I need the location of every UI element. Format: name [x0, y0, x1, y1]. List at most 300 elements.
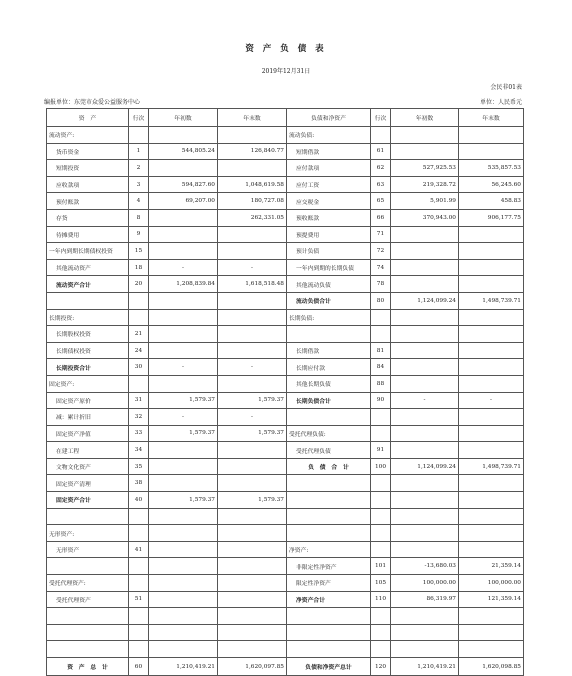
asset-ending-cell [218, 309, 287, 326]
asset-name-cell: 固定资产原价 [47, 392, 129, 409]
liability-name-cell: 长期负债合计 [287, 392, 371, 409]
liability-beginning-cell [391, 475, 459, 492]
table-row [47, 160, 524, 177]
liability-beginning-cell: 370,943.00 [391, 209, 459, 226]
asset-beginning-cell [149, 641, 218, 658]
liability-beginning-cell [391, 525, 459, 542]
liability-beginning-cell [391, 326, 459, 343]
liability-row-number-cell: 110 [371, 591, 391, 608]
table-row [47, 458, 524, 475]
liability-row-number-cell: 120 [371, 658, 391, 676]
asset-beginning-cell [149, 243, 218, 260]
asset-beginning-cell [149, 624, 218, 641]
liability-name-cell: 长期负债: [287, 309, 371, 326]
asset-ending-cell: - [218, 259, 287, 276]
liability-name-cell: 预收账款 [287, 209, 371, 226]
liability-name-cell: 应付工资 [287, 176, 371, 193]
liability-name-cell: 预计负债 [287, 243, 371, 260]
liability-ending-cell: 56,245.60 [459, 176, 524, 193]
header-beginning-balance-2: 年初数 [391, 109, 459, 127]
liability-ending-cell [459, 127, 524, 144]
asset-name-cell: 受托代理资产 [47, 591, 129, 608]
report-date: 2019年12月31日 [261, 68, 311, 75]
liability-row-number-cell [371, 508, 391, 525]
asset-beginning-cell: 1,210,419.21 [149, 658, 218, 676]
table-row [47, 608, 524, 625]
asset-ending-cell [218, 608, 287, 625]
asset-name-cell: 文物文化资产 [47, 458, 129, 475]
liability-ending-cell [459, 259, 524, 276]
table-row [47, 658, 524, 676]
liability-row-number-cell: 90 [371, 392, 391, 409]
liability-row-number-cell: 101 [371, 558, 391, 575]
asset-beginning-cell: 1,579.37 [149, 392, 218, 409]
liability-beginning-cell [391, 243, 459, 260]
liability-row-number-cell: 63 [371, 176, 391, 193]
liability-row-number-cell: 72 [371, 243, 391, 260]
liability-name-cell: 长期应付款 [287, 359, 371, 376]
asset-row-number-cell: 20 [129, 276, 149, 293]
header-liabilities-net-assets: 负债和净资产 [287, 109, 371, 127]
liability-ending-cell: 1,498,739.71 [459, 292, 524, 309]
asset-beginning-cell [149, 326, 218, 343]
liability-row-number-cell: 62 [371, 160, 391, 177]
table-row [47, 292, 524, 309]
asset-name-cell: 应收款项 [47, 176, 129, 193]
table-row [47, 143, 524, 160]
table-row [47, 409, 524, 426]
asset-row-number-cell: 8 [129, 209, 149, 226]
table-row [47, 309, 524, 326]
asset-name-cell: 长期债权投资 [47, 342, 129, 359]
liability-beginning-cell [391, 375, 459, 392]
liability-beginning-cell [391, 641, 459, 658]
liability-beginning-cell: 1,210,419.21 [391, 658, 459, 676]
asset-name-cell [47, 292, 129, 309]
asset-beginning-cell [149, 160, 218, 177]
asset-name-cell: 流动资产: [47, 127, 129, 144]
asset-ending-cell: 180,727.08 [218, 193, 287, 210]
liability-beginning-cell: 1,124,099.24 [391, 292, 459, 309]
table-row [47, 193, 524, 210]
asset-beginning-cell [149, 375, 218, 392]
asset-name-cell: 资 产 总 计 [47, 658, 129, 676]
asset-beginning-cell: 1,579.37 [149, 425, 218, 442]
asset-ending-cell: 1,618,518.48 [218, 276, 287, 293]
liability-beginning-cell [391, 127, 459, 144]
asset-ending-cell: 1,579.37 [218, 492, 287, 509]
liability-beginning-cell [391, 259, 459, 276]
asset-ending-cell [218, 458, 287, 475]
asset-row-number-cell: 1 [129, 143, 149, 160]
liability-ending-cell: 535,857.53 [459, 160, 524, 177]
asset-name-cell: 存货 [47, 209, 129, 226]
liability-row-number-cell: 91 [371, 442, 391, 459]
asset-row-number-cell: 33 [129, 425, 149, 442]
header-ending-balance: 年末数 [218, 109, 287, 127]
liability-name-cell: 其他流动负债 [287, 276, 371, 293]
liability-beginning-cell [391, 492, 459, 509]
liability-beginning-cell [391, 359, 459, 376]
liability-ending-cell [459, 143, 524, 160]
asset-ending-cell [218, 641, 287, 658]
asset-name-cell: 长期股权投资 [47, 326, 129, 343]
asset-name-cell [47, 624, 129, 641]
header-asset: 资 产 [47, 109, 129, 127]
liability-name-cell [287, 624, 371, 641]
liability-name-cell [287, 326, 371, 343]
liability-row-number-cell [371, 525, 391, 542]
asset-name-cell [47, 641, 129, 658]
asset-row-number-cell [129, 525, 149, 542]
asset-row-number-cell [129, 624, 149, 641]
asset-beginning-cell: - [149, 359, 218, 376]
liability-name-cell: 长期借款 [287, 342, 371, 359]
liability-beginning-cell [391, 309, 459, 326]
asset-row-number-cell [129, 127, 149, 144]
liability-row-number-cell: 100 [371, 458, 391, 475]
liability-name-cell [287, 475, 371, 492]
liability-row-number-cell: 78 [371, 276, 391, 293]
liability-row-number-cell [371, 492, 391, 509]
table-row [47, 375, 524, 392]
liability-row-number-cell: 84 [371, 359, 391, 376]
liability-beginning-cell [391, 226, 459, 243]
liability-beginning-cell [391, 624, 459, 641]
asset-beginning-cell: 594,827.60 [149, 176, 218, 193]
liability-ending-cell: 1,498,739.71 [459, 458, 524, 475]
asset-name-cell: 一年内到期长期债权投资 [47, 243, 129, 260]
asset-ending-cell [218, 160, 287, 177]
asset-name-cell: 预付账款 [47, 193, 129, 210]
liability-ending-cell [459, 359, 524, 376]
asset-ending-cell [218, 226, 287, 243]
asset-name-cell [47, 508, 129, 525]
liability-row-number-cell: 65 [371, 193, 391, 210]
liability-ending-cell [459, 342, 524, 359]
table-row [47, 342, 524, 359]
liability-row-number-cell: 66 [371, 209, 391, 226]
liability-row-number-cell [371, 608, 391, 625]
asset-beginning-cell: 1,208,839.84 [149, 276, 218, 293]
asset-name-cell: 减：累计折旧 [47, 409, 129, 426]
asset-ending-cell [218, 243, 287, 260]
asset-row-number-cell: 24 [129, 342, 149, 359]
asset-ending-cell [218, 575, 287, 592]
liability-row-number-cell [371, 309, 391, 326]
asset-name-cell: 固定资产净值 [47, 425, 129, 442]
asset-name-cell: 其他流动资产 [47, 259, 129, 276]
liability-row-number-cell [371, 409, 391, 426]
currency-unit: 单位：人民币元 [479, 99, 522, 106]
asset-beginning-cell [149, 309, 218, 326]
liability-row-number-cell: 74 [371, 259, 391, 276]
liability-ending-cell: 100,000.00 [459, 575, 524, 592]
table-row [47, 259, 524, 276]
asset-row-number-cell [129, 575, 149, 592]
liability-beginning-cell: 219,328.72 [391, 176, 459, 193]
asset-row-number-cell [129, 558, 149, 575]
asset-name-cell: 流动资产合计 [47, 276, 129, 293]
table-row [47, 591, 524, 608]
liability-beginning-cell: 1,124,099.24 [391, 458, 459, 475]
liability-name-cell: 负 债 合 计 [287, 458, 371, 475]
balance-sheet-table [46, 108, 524, 676]
liability-row-number-cell: 88 [371, 375, 391, 392]
header-row-number: 行次 [129, 109, 149, 127]
liability-row-number-cell: 80 [371, 292, 391, 309]
asset-name-cell: 货币资金 [47, 143, 129, 160]
liability-name-cell: 净资产合计 [287, 591, 371, 608]
liability-row-number-cell: 61 [371, 143, 391, 160]
asset-ending-cell: - [218, 359, 287, 376]
asset-row-number-cell: 34 [129, 442, 149, 459]
liability-name-cell [287, 409, 371, 426]
liability-ending-cell: 121,359.14 [459, 591, 524, 608]
table-row [47, 392, 524, 409]
table-row [47, 541, 524, 558]
liability-beginning-cell [391, 508, 459, 525]
table-row [47, 525, 524, 542]
liability-ending-cell [459, 475, 524, 492]
asset-beginning-cell: 69,207.00 [149, 193, 218, 210]
liability-ending-cell [459, 442, 524, 459]
liability-ending-cell: 1,620,098.85 [459, 658, 524, 676]
asset-name-cell: 无形资产: [47, 525, 129, 542]
liability-name-cell: 限定性净资产 [287, 575, 371, 592]
liability-ending-cell [459, 276, 524, 293]
asset-ending-cell [218, 292, 287, 309]
asset-beginning-cell [149, 458, 218, 475]
liability-ending-cell [459, 326, 524, 343]
table-row [47, 508, 524, 525]
table-row [47, 359, 524, 376]
asset-ending-cell: 126,840.77 [218, 143, 287, 160]
liability-ending-cell [459, 425, 524, 442]
asset-name-cell: 固定资产清理 [47, 475, 129, 492]
asset-name-cell: 在建工程 [47, 442, 129, 459]
liability-beginning-cell [391, 276, 459, 293]
asset-beginning-cell: - [149, 259, 218, 276]
liability-row-number-cell: 81 [371, 342, 391, 359]
liability-name-cell [287, 508, 371, 525]
liability-beginning-cell: 86,319.97 [391, 591, 459, 608]
report-title: 资 产 负 债 表 [245, 44, 327, 54]
table-row [47, 442, 524, 459]
liability-name-cell [287, 608, 371, 625]
asset-name-cell: 长期投资合计 [47, 359, 129, 376]
liability-row-number-cell [371, 641, 391, 658]
asset-row-number-cell [129, 608, 149, 625]
asset-beginning-cell [149, 209, 218, 226]
liability-ending-cell [459, 525, 524, 542]
liability-beginning-cell [391, 608, 459, 625]
liability-name-cell: 流动负债: [287, 127, 371, 144]
asset-row-number-cell [129, 641, 149, 658]
asset-row-number-cell: 30 [129, 359, 149, 376]
table-row [47, 226, 524, 243]
asset-row-number-cell: 15 [129, 243, 149, 260]
table-row [47, 624, 524, 641]
table-row [47, 641, 524, 658]
liability-ending-cell: - [459, 392, 524, 409]
asset-name-cell [47, 558, 129, 575]
asset-row-number-cell: 38 [129, 475, 149, 492]
asset-beginning-cell [149, 127, 218, 144]
liability-name-cell: 受托代理负债: [287, 425, 371, 442]
liability-ending-cell [459, 492, 524, 509]
liability-beginning-cell: 527,925.53 [391, 160, 459, 177]
table-row [47, 326, 524, 343]
table-row [47, 475, 524, 492]
liability-row-number-cell [371, 425, 391, 442]
liability-ending-cell [459, 641, 524, 658]
liability-name-cell: 负债和净资产总计 [287, 658, 371, 676]
liability-ending-cell [459, 243, 524, 260]
asset-name-cell [47, 608, 129, 625]
reporting-organization: 编报单位：东莞市众爱公益服务中心 [44, 99, 141, 106]
liability-beginning-cell [391, 342, 459, 359]
table-row [47, 276, 524, 293]
liability-name-cell [287, 641, 371, 658]
liability-name-cell: 一年内到期的长期负债 [287, 259, 371, 276]
asset-beginning-cell [149, 608, 218, 625]
liability-beginning-cell: -13,680.03 [391, 558, 459, 575]
liability-name-cell: 应交税金 [287, 193, 371, 210]
asset-beginning-cell [149, 575, 218, 592]
asset-beginning-cell: 544,805.24 [149, 143, 218, 160]
asset-row-number-cell: 60 [129, 658, 149, 676]
liability-row-number-cell [371, 624, 391, 641]
asset-beginning-cell [149, 342, 218, 359]
asset-ending-cell: 1,620,097.85 [218, 658, 287, 676]
asset-ending-cell [218, 508, 287, 525]
asset-ending-cell [218, 541, 287, 558]
liability-name-cell: 短期借款 [287, 143, 371, 160]
asset-row-number-cell [129, 292, 149, 309]
asset-ending-cell: 262,331.05 [218, 209, 287, 226]
liability-row-number-cell [371, 475, 391, 492]
asset-ending-cell [218, 375, 287, 392]
table-row [47, 575, 524, 592]
liability-beginning-cell [391, 425, 459, 442]
asset-row-number-cell: 41 [129, 541, 149, 558]
header-row-number-2: 行次 [371, 109, 391, 127]
asset-ending-cell [218, 624, 287, 641]
asset-ending-cell [218, 525, 287, 542]
asset-beginning-cell [149, 442, 218, 459]
liability-name-cell: 应付款项 [287, 160, 371, 177]
header-ending-balance-2: 年末数 [459, 109, 524, 127]
asset-ending-cell: 1,579.37 [218, 392, 287, 409]
liability-row-number-cell: 71 [371, 226, 391, 243]
table-row [47, 558, 524, 575]
liability-ending-cell [459, 624, 524, 641]
liability-name-cell: 受托代理负债 [287, 442, 371, 459]
asset-name-cell: 待摊费用 [47, 226, 129, 243]
asset-beginning-cell [149, 226, 218, 243]
asset-name-cell: 固定资产: [47, 375, 129, 392]
liability-row-number-cell [371, 127, 391, 144]
asset-ending-cell [218, 591, 287, 608]
asset-row-number-cell: 4 [129, 193, 149, 210]
liability-beginning-cell [391, 409, 459, 426]
asset-row-number-cell: 2 [129, 160, 149, 177]
asset-beginning-cell [149, 525, 218, 542]
asset-row-number-cell: 31 [129, 392, 149, 409]
table-row [47, 127, 524, 144]
asset-beginning-cell [149, 292, 218, 309]
asset-row-number-cell: 18 [129, 259, 149, 276]
asset-name-cell: 长期投资: [47, 309, 129, 326]
liability-ending-cell: 21,359.14 [459, 558, 524, 575]
liability-ending-cell [459, 541, 524, 558]
asset-beginning-cell [149, 558, 218, 575]
liability-ending-cell [459, 508, 524, 525]
liability-ending-cell: 458.83 [459, 193, 524, 210]
table-header-row [47, 109, 524, 127]
asset-row-number-cell: 3 [129, 176, 149, 193]
asset-ending-cell: 1,579.37 [218, 425, 287, 442]
asset-row-number-cell: 40 [129, 492, 149, 509]
liability-ending-cell [459, 309, 524, 326]
liability-row-number-cell [371, 326, 391, 343]
liability-name-cell [287, 492, 371, 509]
liability-name-cell: 流动负债合计 [287, 292, 371, 309]
liability-name-cell: 其他长期负债 [287, 375, 371, 392]
liability-ending-cell [459, 226, 524, 243]
liability-beginning-cell: 5,901.99 [391, 193, 459, 210]
asset-row-number-cell: 51 [129, 591, 149, 608]
header-beginning-balance: 年初数 [149, 109, 218, 127]
liability-beginning-cell [391, 541, 459, 558]
asset-name-cell: 无形资产 [47, 541, 129, 558]
asset-ending-cell [218, 558, 287, 575]
liability-name-cell: 非限定性净资产 [287, 558, 371, 575]
table-row [47, 425, 524, 442]
asset-row-number-cell: 21 [129, 326, 149, 343]
liability-row-number-cell [371, 541, 391, 558]
asset-beginning-cell [149, 475, 218, 492]
liability-beginning-cell [391, 143, 459, 160]
asset-row-number-cell: 35 [129, 458, 149, 475]
asset-ending-cell: 1,048,619.58 [218, 176, 287, 193]
asset-row-number-cell: 32 [129, 409, 149, 426]
liability-ending-cell [459, 608, 524, 625]
asset-ending-cell [218, 342, 287, 359]
liability-beginning-cell: 100,000.00 [391, 575, 459, 592]
asset-row-number-cell [129, 309, 149, 326]
liability-ending-cell: 906,177.75 [459, 209, 524, 226]
liability-beginning-cell [391, 442, 459, 459]
asset-row-number-cell: 9 [129, 226, 149, 243]
asset-ending-cell: - [218, 409, 287, 426]
table-row [47, 243, 524, 260]
asset-name-cell: 固定资产合计 [47, 492, 129, 509]
liability-ending-cell [459, 409, 524, 426]
table-row [47, 209, 524, 226]
asset-name-cell: 短期投资 [47, 160, 129, 177]
asset-beginning-cell [149, 591, 218, 608]
liability-beginning-cell: - [391, 392, 459, 409]
asset-ending-cell [218, 442, 287, 459]
table-row [47, 492, 524, 509]
asset-ending-cell [218, 127, 287, 144]
liability-ending-cell [459, 375, 524, 392]
asset-ending-cell [218, 326, 287, 343]
asset-beginning-cell: - [149, 409, 218, 426]
form-code: 会民非01表 [490, 84, 522, 91]
